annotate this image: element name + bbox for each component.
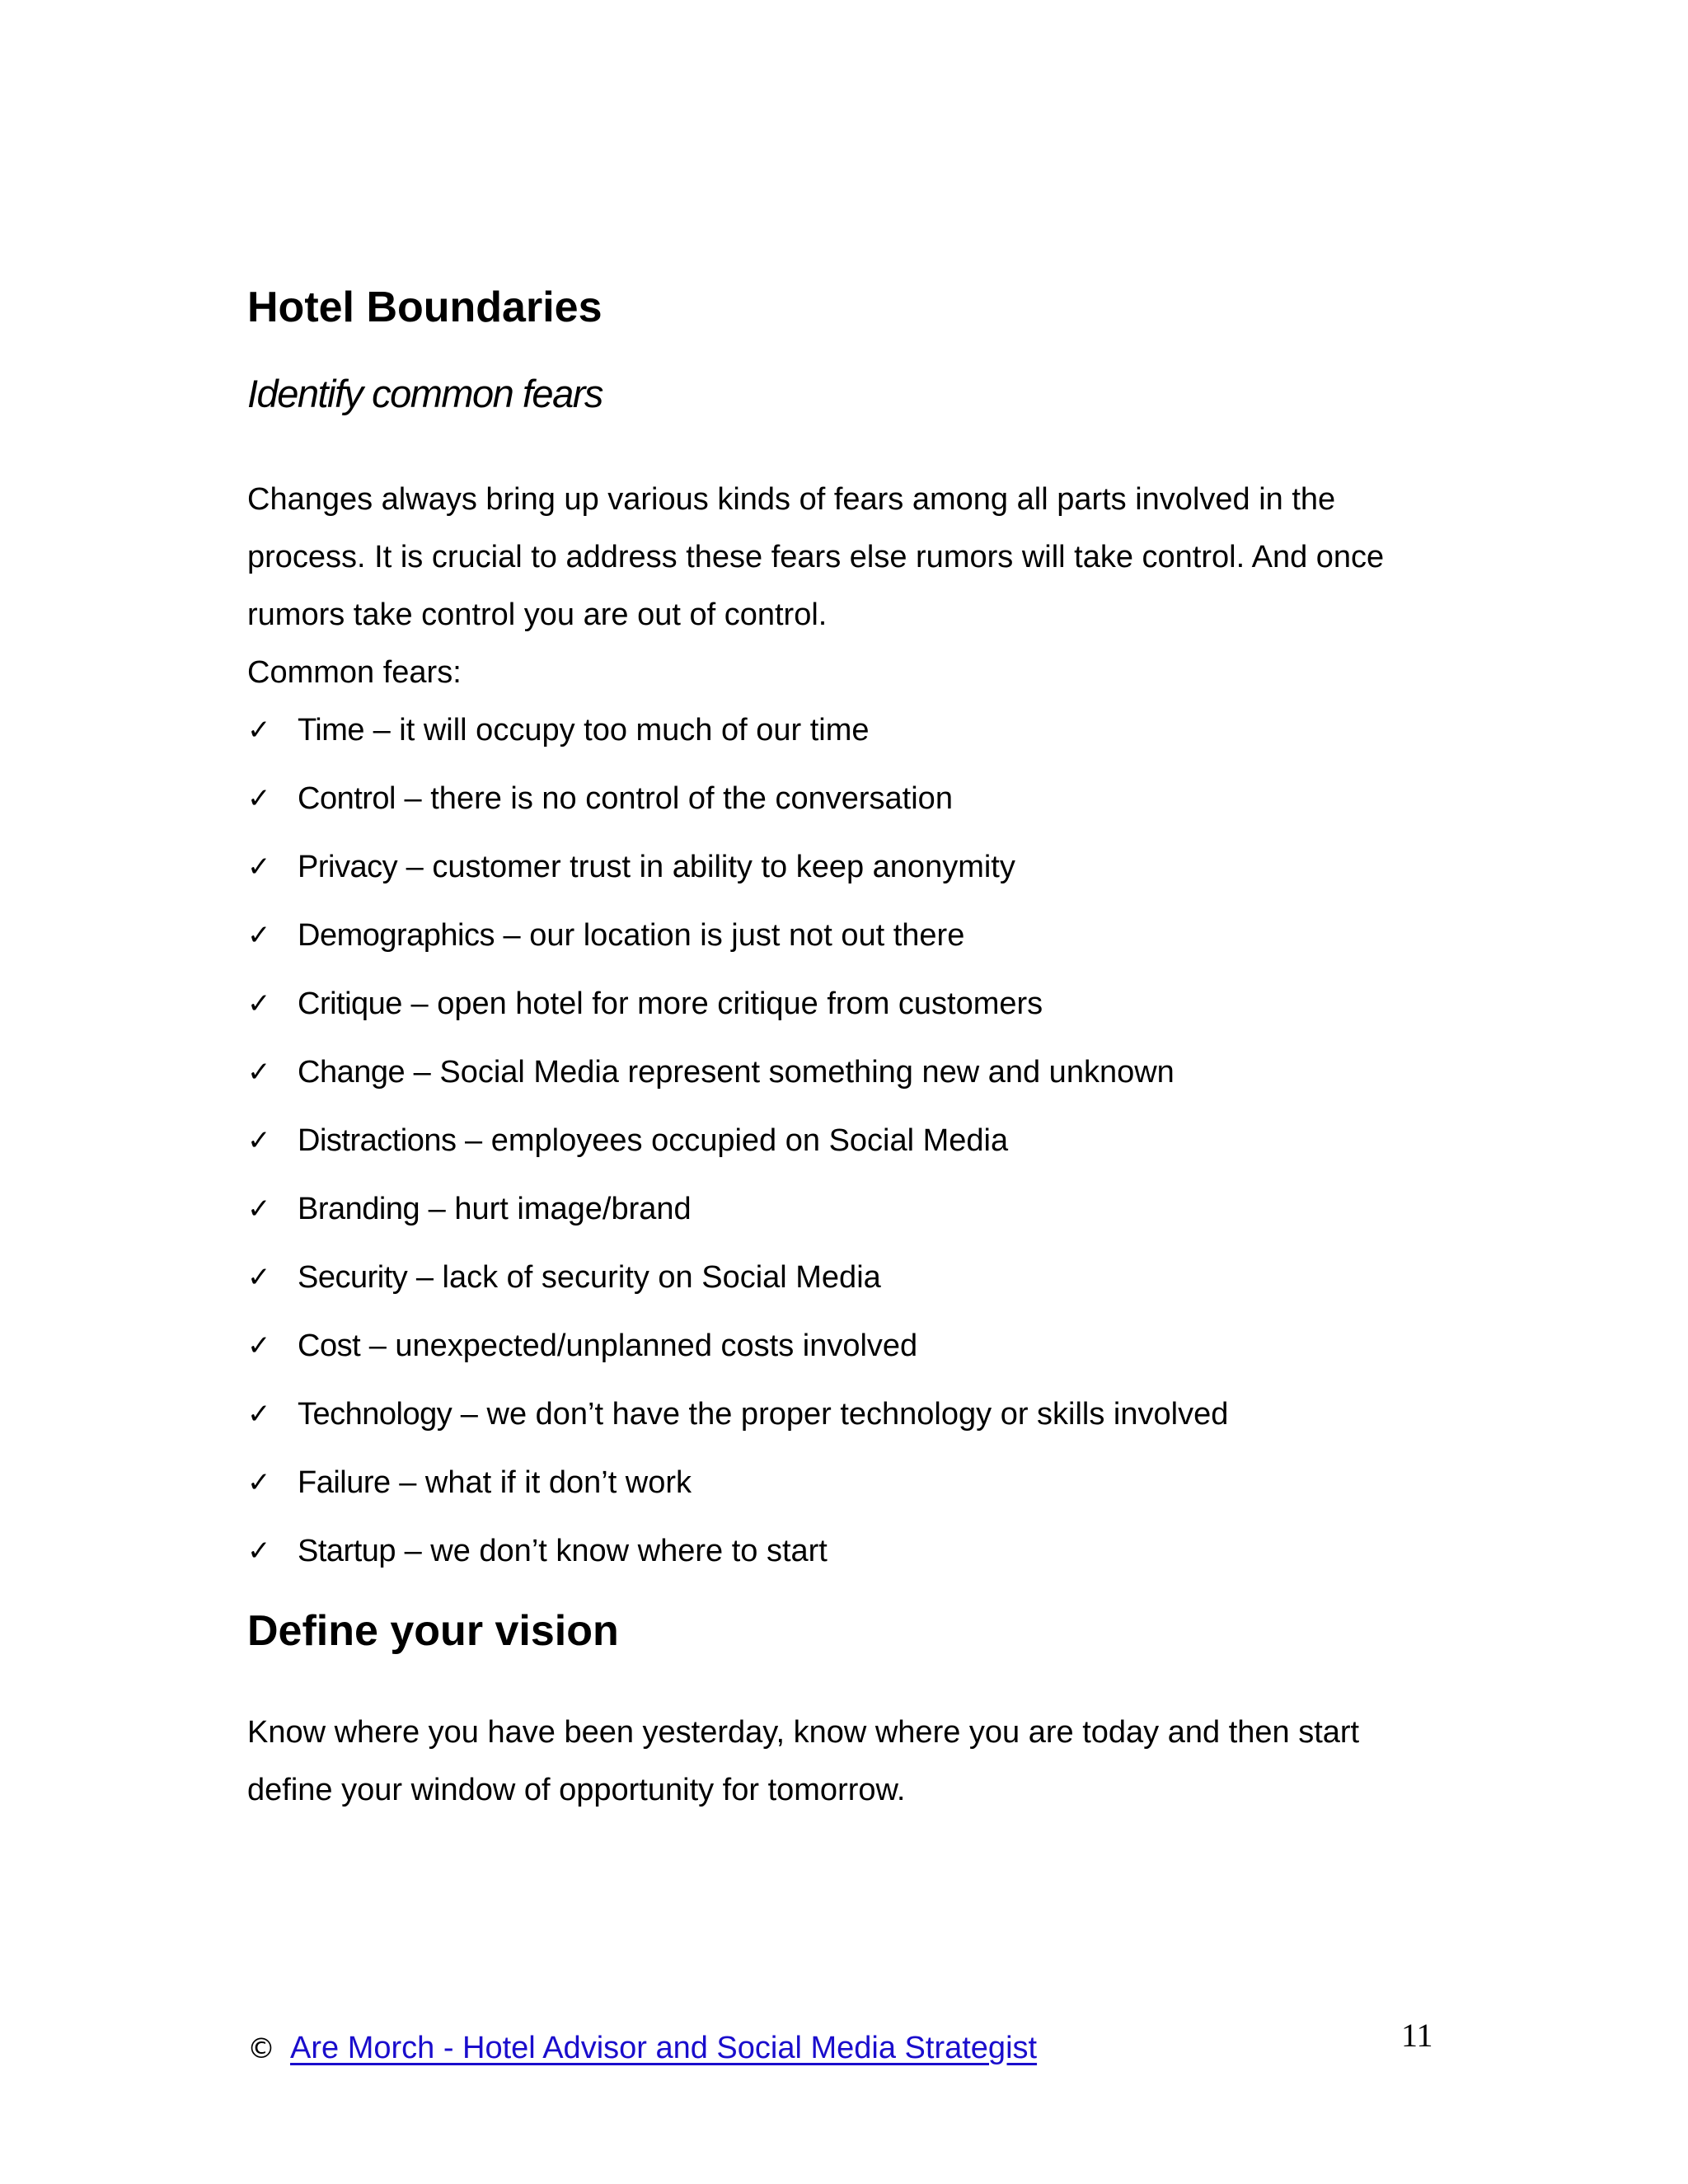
fear-term: Critique — [298, 987, 402, 1021]
fear-description: – we don’t have the proper technology or skills involved — [452, 1397, 1229, 1432]
list-item — [247, 1454, 1451, 1511]
list-item — [247, 1317, 1451, 1375]
checkmark-icon: ✓ — [247, 1124, 271, 1157]
intro-paragraph: Changes always bring up various kinds of fears among all parts involved in the process. It is crucial to address these fears else rumors will take control. And once rumors take control you are out of control. — [247, 482, 1385, 632]
vision-paragraph: Know where you have been yesterday, know where you are today and then start define your window of opportunity for tomorrow. — [247, 1715, 1360, 1807]
list-item — [247, 701, 1451, 759]
fears-list — [247, 701, 1451, 1580]
checkmark-icon: ✓ — [247, 987, 271, 1020]
fear-term: Demographics — [298, 918, 495, 953]
fear-description: – what if it don’t work — [390, 1465, 692, 1500]
fear-description: – it will occupy too much of our time — [364, 713, 870, 748]
page-content — [247, 274, 1451, 1819]
list-item — [247, 1385, 1451, 1443]
list-item — [247, 1180, 1451, 1238]
fear-term: Change — [298, 1055, 406, 1090]
fear-term: Security — [298, 1260, 408, 1295]
checkmark-icon: ✓ — [247, 1466, 271, 1499]
checkmark-icon: ✓ — [247, 1398, 271, 1431]
list-item — [247, 838, 1451, 896]
list-label: Common fears: — [247, 655, 462, 690]
checkmark-icon: ✓ — [247, 919, 271, 952]
fear-description: – customer trust in ability to keep anonymity — [397, 850, 1015, 884]
fear-description: – unexpected/unplanned costs involved — [360, 1329, 918, 1363]
list-item — [247, 1249, 1451, 1306]
fear-term: Distractions — [298, 1123, 457, 1158]
list-item — [247, 1043, 1451, 1101]
fear-term: Time — [298, 713, 365, 748]
checkmark-icon: ✓ — [247, 782, 271, 815]
checkmark-icon: ✓ — [247, 851, 271, 883]
list-item — [247, 975, 1451, 1033]
list-item — [247, 770, 1451, 827]
checkmark-icon: ✓ — [247, 1261, 271, 1294]
checkmark-icon: ✓ — [247, 714, 271, 747]
checkmark-icon: ✓ — [247, 1056, 271, 1089]
vision-heading: Define your vision — [247, 1607, 619, 1655]
fear-term: Branding — [298, 1192, 420, 1226]
checkmark-icon: ✓ — [247, 1535, 271, 1568]
fear-term: Technology — [298, 1397, 452, 1432]
fear-description: – hurt image/brand — [420, 1192, 692, 1226]
fear-term: Cost — [298, 1329, 361, 1363]
checkmark-icon: ✓ — [247, 1193, 271, 1226]
fear-description: – there is no control of the conversation — [396, 781, 953, 816]
list-item — [247, 907, 1451, 964]
fear-description: – open hotel for more critique from customers — [401, 987, 1043, 1021]
subheading: Identify common fears — [247, 372, 603, 415]
list-item — [247, 1522, 1451, 1580]
section-heading: Hotel Boundaries — [247, 284, 603, 331]
fear-term: Failure — [298, 1465, 391, 1500]
fear-description: – we don’t know where to start — [396, 1534, 828, 1568]
fear-term: Startup — [298, 1534, 396, 1568]
fear-term: Privacy — [298, 850, 398, 884]
checkmark-icon: ✓ — [247, 1329, 271, 1362]
page-number: 11 — [1401, 2017, 1433, 2054]
copyright-icon: © — [247, 2032, 275, 2065]
fear-term: Control — [298, 781, 396, 816]
fear-description: – our location is just not out there — [495, 918, 965, 953]
list-item — [247, 1112, 1451, 1169]
fear-description: – employees occupied on Social Media — [456, 1123, 1009, 1158]
page-footer — [247, 2023, 1037, 2074]
fear-description: – lack of security on Social Media — [407, 1260, 881, 1295]
author-link[interactable]: Are Morch - Hotel Advisor and Social Media Strategist — [290, 2031, 1038, 2065]
fear-description: – Social Media represent something new and unknown — [405, 1055, 1175, 1090]
